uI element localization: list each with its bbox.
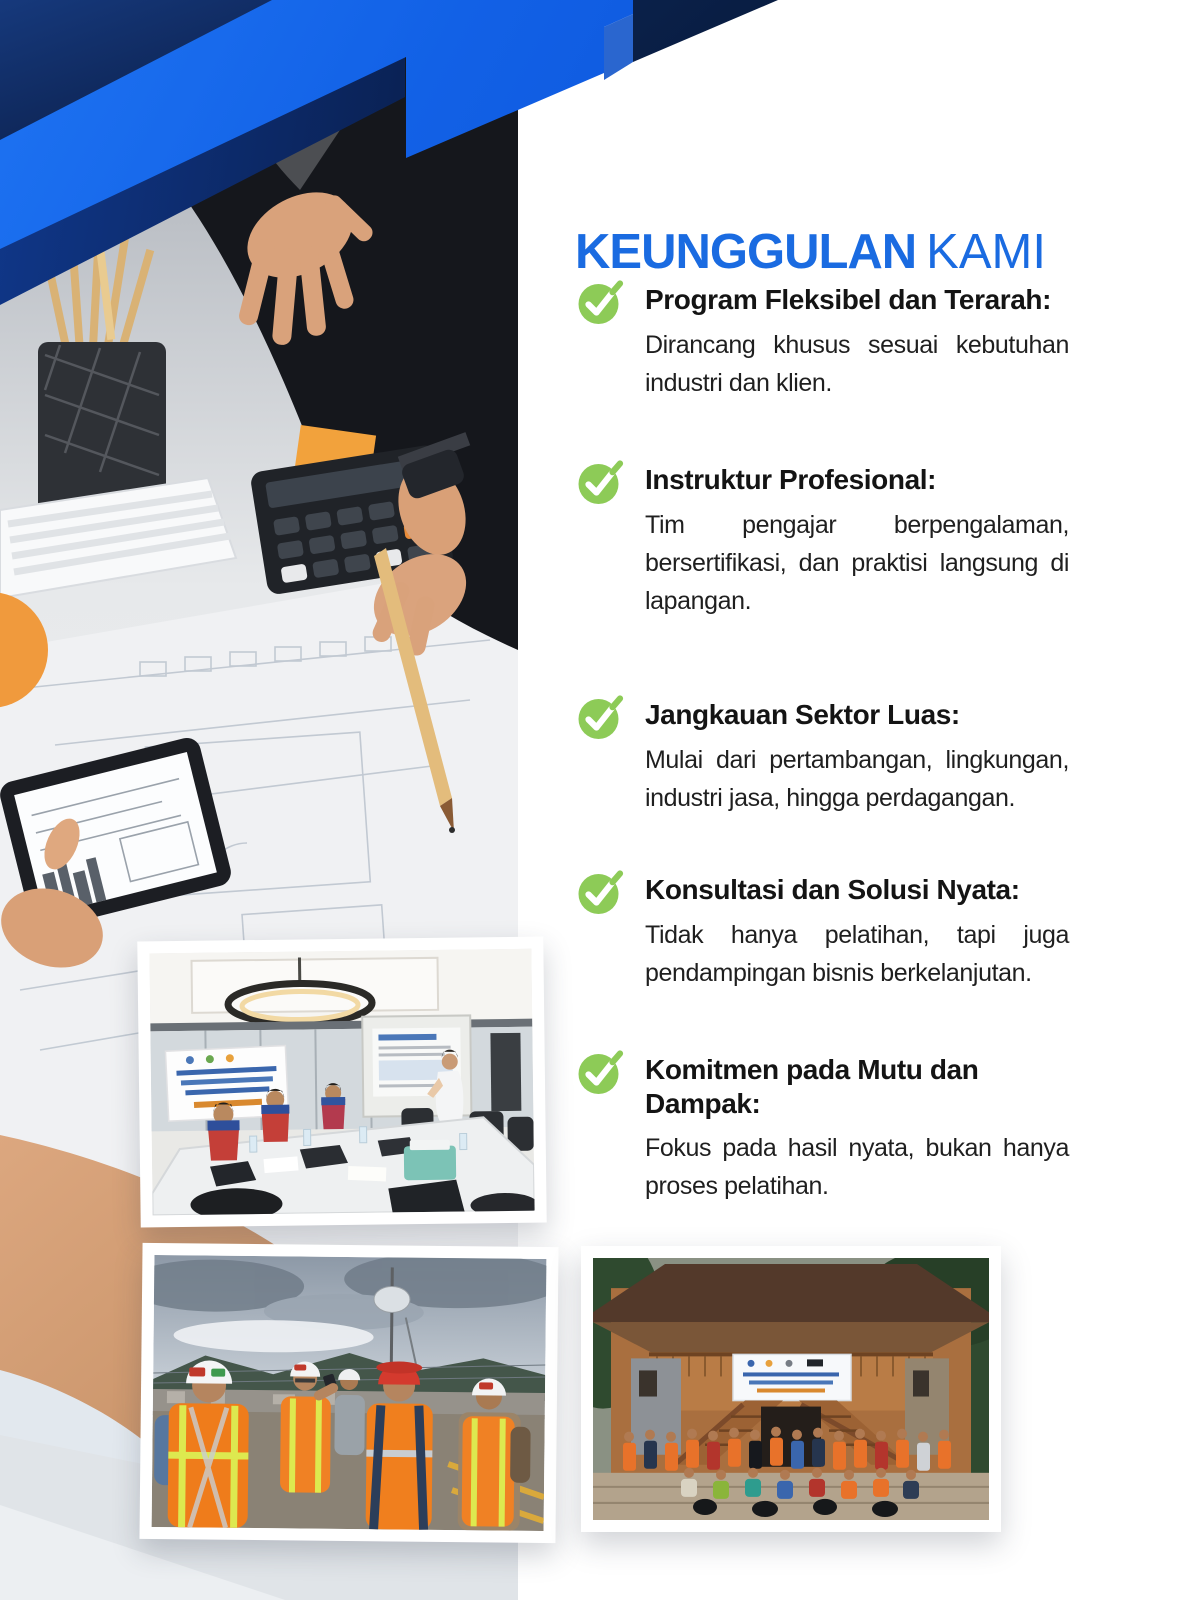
page-title-highlight: KEUNGGULAN <box>575 224 917 279</box>
group-photo <box>581 1246 1001 1532</box>
advantage-title: Konsultasi dan Solusi Nyata: <box>645 874 1020 905</box>
site-visit-photo <box>139 1243 558 1543</box>
check-icon <box>577 694 624 741</box>
advantage-item-3 <box>577 698 1069 817</box>
advantage-description: Tidak hanya pelatihan, tapi juga pendampingan bisnis berkelanjutan. <box>645 920 1069 987</box>
advantage-text <box>645 283 1069 402</box>
advantage-item-5 <box>577 1053 1069 1205</box>
advantage-text <box>645 698 1069 817</box>
roof <box>593 1264 989 1322</box>
check-icon <box>577 459 624 506</box>
page-title-rest: KAMI <box>926 224 1046 279</box>
advantage-title: Program Fleksibel dan Terarah: <box>645 284 1052 315</box>
advantage-title: Jangkauan Sektor Luas: <box>645 699 960 730</box>
group-photo-illustration <box>593 1258 989 1520</box>
event-banner <box>733 1354 851 1400</box>
advantage-item-2 <box>577 463 1069 620</box>
site-visit-illustration <box>152 1255 547 1531</box>
check-icon <box>577 1049 624 1096</box>
training-session-illustration <box>149 949 534 1216</box>
advantage-title: Instruktur Profesional: <box>645 464 937 495</box>
advantage-description: Tim pengajar berpengalaman, bersertifikasi, dan praktisi langsung di lapangan. <box>645 510 1069 615</box>
advantage-text <box>645 463 1069 620</box>
advantage-item-1 <box>577 283 1069 402</box>
wall-display <box>490 1033 521 1111</box>
advantage-description: Dirancang khusus sesuai kebutuhan industri dan klien. <box>645 330 1069 397</box>
advantage-description: Mulai dari pertambangan, lingkungan, industri jasa, hingga perdagangan. <box>645 745 1069 812</box>
advantage-text <box>645 873 1069 992</box>
advantage-item-4 <box>577 873 1069 992</box>
check-icon <box>577 869 624 916</box>
advantage-description: Fokus pada hasil nyata, bukan hanya proses pelatihan. <box>645 1134 1069 1201</box>
training-session-photo <box>137 937 546 1228</box>
advantage-text <box>645 1053 1069 1205</box>
check-icon <box>577 279 624 326</box>
advantage-title: Komitmen pada Mutu dan Dampak: <box>645 1054 979 1119</box>
page-title <box>575 224 1046 279</box>
